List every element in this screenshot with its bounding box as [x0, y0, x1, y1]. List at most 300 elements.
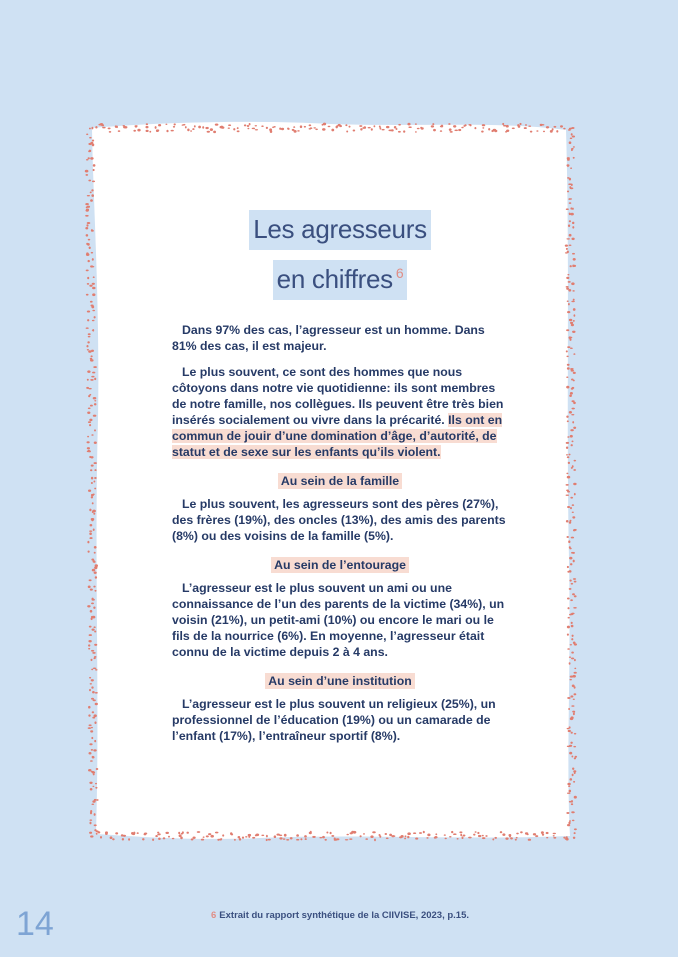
border-dot — [569, 337, 572, 339]
border-dot — [252, 837, 255, 839]
border-dot — [89, 509, 91, 512]
border-dot — [573, 314, 575, 317]
border-dot — [166, 130, 168, 133]
border-dot — [89, 532, 92, 535]
border-dot — [112, 838, 115, 840]
border-dot — [572, 774, 574, 777]
border-dot — [89, 724, 92, 726]
border-dot — [93, 415, 97, 417]
border-dot — [94, 378, 96, 381]
section-heading-famille: Au sein de la famille — [172, 472, 508, 490]
border-dot — [468, 837, 472, 839]
border-dot — [165, 832, 169, 834]
border-dot — [237, 130, 240, 132]
border-dot — [566, 238, 570, 239]
border-dot — [336, 125, 338, 127]
border-dot — [89, 137, 92, 139]
border-dot — [567, 476, 570, 479]
border-dot — [571, 301, 575, 303]
border-dot — [91, 771, 95, 773]
border-dot — [570, 644, 573, 645]
border-dot — [215, 832, 219, 834]
border-dot — [567, 607, 569, 609]
border-dot — [87, 605, 90, 607]
border-dot — [572, 440, 574, 442]
border-dot — [569, 234, 572, 237]
border-dot — [94, 403, 97, 405]
border-dot — [503, 125, 506, 127]
border-dot — [566, 248, 568, 250]
border-dot — [90, 730, 93, 732]
border-dot — [413, 832, 416, 834]
border-dot — [95, 564, 98, 567]
border-dot — [174, 123, 176, 125]
border-dot — [87, 341, 89, 343]
border-dot — [570, 507, 572, 509]
border-dot — [191, 838, 194, 840]
border-dot — [142, 838, 144, 840]
border-dot — [346, 131, 348, 133]
border-dot — [569, 557, 572, 560]
border-dot — [574, 771, 576, 774]
border-dot — [100, 123, 104, 126]
border-dot — [94, 400, 96, 401]
border-dot — [93, 164, 96, 167]
border-dot — [345, 839, 349, 840]
border-dot — [565, 244, 568, 246]
border-dot — [88, 752, 91, 755]
border-dot — [93, 169, 95, 171]
border-dot — [91, 603, 94, 605]
border-dot — [569, 656, 571, 657]
border-dot — [94, 721, 96, 724]
border-dot — [494, 130, 497, 132]
border-dot — [90, 810, 92, 813]
border-dot — [87, 310, 90, 312]
border-dot — [574, 733, 576, 735]
border-dot — [85, 203, 89, 205]
border-dot — [157, 833, 160, 835]
border-dot — [255, 125, 257, 126]
border-dot — [565, 252, 568, 253]
border-dot — [88, 143, 91, 145]
border-dot — [91, 304, 94, 306]
border-dot — [359, 125, 362, 127]
border-dot — [407, 123, 410, 126]
border-dot — [574, 460, 576, 462]
border-dot — [525, 832, 528, 834]
border-dot — [573, 308, 576, 311]
border-dot — [92, 372, 95, 374]
border-dot — [403, 130, 405, 132]
border-dot — [89, 394, 91, 396]
border-dot — [91, 127, 93, 130]
border-dot — [345, 124, 347, 126]
border-dot — [567, 300, 569, 301]
border-dot — [230, 832, 232, 835]
border-dot — [569, 220, 571, 222]
title-line-2 — [273, 260, 408, 300]
border-dot — [571, 183, 573, 186]
border-dot — [87, 206, 90, 208]
border-dot — [93, 749, 96, 751]
border-dot — [574, 672, 577, 674]
border-dot — [567, 697, 570, 699]
border-dot — [92, 786, 94, 787]
border-dot — [571, 537, 574, 539]
border-dot — [92, 230, 94, 232]
border-dot — [566, 288, 569, 290]
border-dot — [91, 803, 94, 805]
border-dot — [568, 198, 570, 200]
border-dot — [569, 801, 572, 803]
border-dot — [563, 128, 565, 130]
section-text-entourage: L’agresseur est le plus souvent un ami ou une connaissance de l’un des parents de la victime (34%), un voisin (21%), un petit-ami (10%) ou encore le mari ou le fils de la nourrice (6%). En moyenne, l’agresseur était connu de la victime depuis 2 à 4 ans. — [172, 581, 505, 659]
border-dot — [546, 832, 549, 834]
border-dot — [519, 123, 521, 125]
section-heading-entourage: Au sein de l’entourage — [172, 556, 508, 574]
border-dot — [87, 441, 90, 443]
border-dot — [567, 165, 569, 167]
footnote-text: Extrait du rapport synthétique de la CIIVISE, 2023, p.15. — [219, 910, 470, 921]
border-dot — [415, 131, 417, 132]
border-dot — [566, 350, 568, 352]
border-dot — [92, 144, 95, 147]
border-dot — [460, 834, 462, 837]
border-dot — [382, 129, 385, 131]
border-dot — [92, 258, 94, 261]
border-dot — [512, 128, 515, 130]
border-dot — [488, 128, 490, 131]
border-dot — [87, 277, 89, 280]
border-dot — [219, 838, 222, 840]
border-dot — [553, 126, 556, 128]
border-dot — [542, 834, 544, 836]
border-dot — [360, 128, 362, 130]
border-dot — [506, 130, 509, 133]
border-dot — [566, 536, 568, 538]
border-dot — [574, 828, 577, 830]
border-dot — [89, 822, 91, 825]
border-dot — [88, 333, 91, 335]
border-dot — [566, 416, 568, 418]
border-dot — [87, 436, 89, 438]
border-dot — [570, 742, 572, 744]
border-dot — [572, 504, 574, 506]
border-dot — [573, 578, 576, 580]
border-dot — [287, 128, 289, 130]
border-dot — [274, 835, 276, 838]
border-dot — [146, 123, 148, 125]
border-dot — [370, 835, 373, 838]
footnote-mark: 6 — [211, 910, 217, 921]
border-dot — [88, 336, 91, 338]
border-dot — [572, 226, 574, 228]
border-dot — [89, 180, 91, 181]
border-dot — [494, 837, 497, 839]
border-dot — [94, 552, 96, 554]
border-dot — [535, 835, 538, 837]
border-dot — [567, 824, 570, 826]
border-dot — [91, 496, 93, 498]
border-dot — [570, 368, 574, 370]
border-dot — [407, 832, 411, 835]
border-dot — [89, 819, 92, 821]
border-dot — [567, 367, 570, 369]
border-dot — [90, 610, 93, 613]
border-dot — [431, 125, 434, 127]
border-dot — [463, 834, 466, 836]
border-dot — [567, 157, 570, 159]
border-dot — [346, 834, 349, 836]
border-dot — [198, 126, 201, 129]
border-dot — [90, 589, 93, 591]
border-dot — [567, 491, 570, 492]
border-dot — [93, 529, 95, 531]
border-dot — [571, 282, 574, 285]
border-dot — [90, 199, 93, 202]
border-dot — [461, 127, 463, 129]
border-dot — [88, 450, 90, 452]
border-dot — [89, 247, 91, 250]
border-dot — [574, 832, 576, 834]
border-dot — [192, 128, 194, 130]
border-dot — [569, 679, 572, 681]
border-dot — [566, 454, 568, 455]
border-dot — [85, 174, 88, 176]
border-dot — [86, 269, 89, 271]
border-dot — [569, 141, 572, 144]
border-dot — [95, 703, 98, 705]
border-dot — [569, 202, 572, 204]
border-dot — [574, 581, 577, 583]
border-dot — [94, 429, 96, 431]
border-dot — [279, 834, 282, 836]
border-dot — [385, 833, 388, 835]
border-dot — [339, 125, 342, 127]
border-dot — [572, 711, 575, 713]
border-dot — [574, 659, 576, 661]
border-dot — [571, 148, 574, 150]
border-dot — [566, 473, 568, 475]
border-dot — [85, 227, 88, 229]
border-dot — [570, 599, 573, 601]
border-dot — [567, 728, 570, 729]
border-dot — [530, 131, 532, 133]
border-dot — [389, 834, 392, 837]
border-dot — [569, 128, 572, 130]
border-dot — [92, 569, 95, 572]
border-dot — [567, 436, 569, 438]
border-dot — [508, 834, 511, 836]
border-dot — [91, 194, 94, 197]
border-dot — [85, 170, 89, 173]
border-dot — [379, 127, 381, 130]
border-dot — [569, 521, 571, 523]
border-dot — [85, 215, 89, 217]
border-dot — [567, 346, 570, 348]
border-dot — [93, 668, 97, 670]
border-dot — [266, 127, 268, 129]
border-dot — [566, 495, 569, 496]
border-dot — [94, 813, 96, 816]
border-dot — [441, 125, 443, 128]
border-dot — [568, 730, 571, 732]
border-dot — [485, 835, 487, 837]
border-dot — [572, 290, 574, 292]
border-dot — [88, 644, 90, 646]
border-dot — [331, 835, 334, 837]
border-dot — [567, 456, 570, 458]
border-dot — [261, 835, 264, 836]
border-dot — [502, 123, 504, 125]
border-dot — [571, 625, 574, 628]
border-dot — [328, 126, 331, 127]
footnote-ref: 6 — [395, 265, 404, 282]
border-dot — [202, 126, 204, 129]
border-dot — [207, 131, 210, 133]
border-dot — [205, 127, 208, 129]
border-dot — [349, 838, 352, 839]
border-dot — [90, 301, 93, 303]
border-dot — [567, 506, 570, 508]
border-dot — [203, 836, 205, 838]
border-dot — [305, 838, 307, 840]
title-line-2-text: en chiffres — [276, 264, 393, 294]
border-dot — [515, 839, 517, 841]
border-dot — [482, 835, 484, 837]
border-dot — [573, 353, 575, 355]
border-dot — [122, 125, 125, 127]
border-dot — [88, 551, 90, 553]
border-dot — [91, 669, 93, 671]
border-dot — [573, 607, 577, 609]
border-dot — [331, 129, 334, 132]
border-dot — [89, 530, 92, 532]
border-dot — [574, 686, 576, 688]
border-dot — [570, 497, 573, 499]
border-dot — [533, 833, 536, 835]
border-dot — [92, 181, 95, 183]
border-dot — [353, 129, 356, 131]
border-dot — [90, 157, 93, 160]
border-dot — [453, 125, 456, 127]
border-dot — [567, 626, 570, 629]
border-dot — [152, 839, 154, 841]
border-dot — [569, 394, 572, 396]
border-dot — [568, 540, 570, 543]
border-dot — [89, 285, 92, 287]
border-dot — [440, 130, 442, 132]
border-dot — [571, 370, 575, 372]
border-dot — [568, 281, 571, 283]
border-dot — [569, 588, 572, 590]
border-dot — [296, 839, 299, 841]
border-dot — [563, 837, 565, 839]
border-dot — [365, 838, 368, 840]
border-dot — [570, 435, 573, 438]
border-dot — [88, 727, 92, 729]
border-dot — [89, 579, 92, 581]
border-dot — [454, 130, 458, 132]
border-dot — [90, 524, 93, 526]
border-dot — [566, 442, 569, 444]
border-dot — [135, 125, 138, 127]
border-dot — [128, 838, 130, 840]
border-dot — [569, 338, 571, 341]
border-dot — [386, 838, 389, 840]
border-dot — [573, 372, 576, 374]
border-dot — [88, 640, 91, 642]
border-dot — [122, 838, 124, 841]
border-dot — [90, 192, 92, 194]
border-dot — [91, 727, 93, 728]
border-dot — [91, 355, 93, 357]
border-dot — [93, 276, 95, 278]
border-dot — [567, 783, 571, 786]
border-dot — [573, 713, 575, 715]
border-dot — [94, 488, 96, 490]
border-dot — [574, 643, 577, 645]
border-dot — [247, 125, 250, 127]
border-dot — [432, 123, 434, 125]
border-dot — [502, 833, 505, 836]
border-dot — [95, 692, 98, 694]
border-dot — [94, 656, 97, 658]
border-dot — [92, 502, 94, 504]
border-dot — [500, 831, 503, 833]
border-dot — [94, 462, 97, 464]
border-dot — [133, 130, 136, 132]
border-dot — [87, 222, 91, 224]
border-dot — [419, 832, 422, 834]
border-dot — [427, 834, 430, 837]
border-dot — [86, 387, 89, 389]
border-dot — [464, 124, 466, 126]
border-dot — [89, 128, 91, 130]
border-dot — [573, 837, 576, 839]
border-dot — [444, 834, 446, 835]
border-dot — [91, 482, 93, 484]
border-dot — [86, 209, 89, 211]
border-dot — [96, 768, 99, 770]
border-dot — [570, 137, 573, 139]
border-dot — [566, 812, 569, 814]
border-dot — [572, 400, 575, 402]
border-dot — [572, 465, 574, 468]
border-dot — [550, 130, 553, 133]
border-dot — [374, 125, 376, 127]
border-dot — [309, 124, 312, 126]
border-dot — [242, 837, 244, 839]
border-dot — [574, 493, 576, 496]
border-dot — [92, 756, 95, 759]
border-dot — [89, 782, 92, 784]
border-dot — [88, 714, 90, 716]
border-dot — [293, 126, 295, 128]
border-dot — [206, 835, 209, 837]
border-dot — [474, 127, 476, 129]
border-dot — [92, 628, 95, 630]
border-dot — [89, 677, 91, 679]
border-dot — [89, 634, 92, 636]
border-dot — [92, 287, 96, 290]
border-dot — [171, 130, 174, 132]
border-dot — [156, 129, 159, 131]
border-dot — [568, 224, 570, 227]
border-dot — [312, 836, 316, 838]
border-dot — [540, 124, 543, 126]
